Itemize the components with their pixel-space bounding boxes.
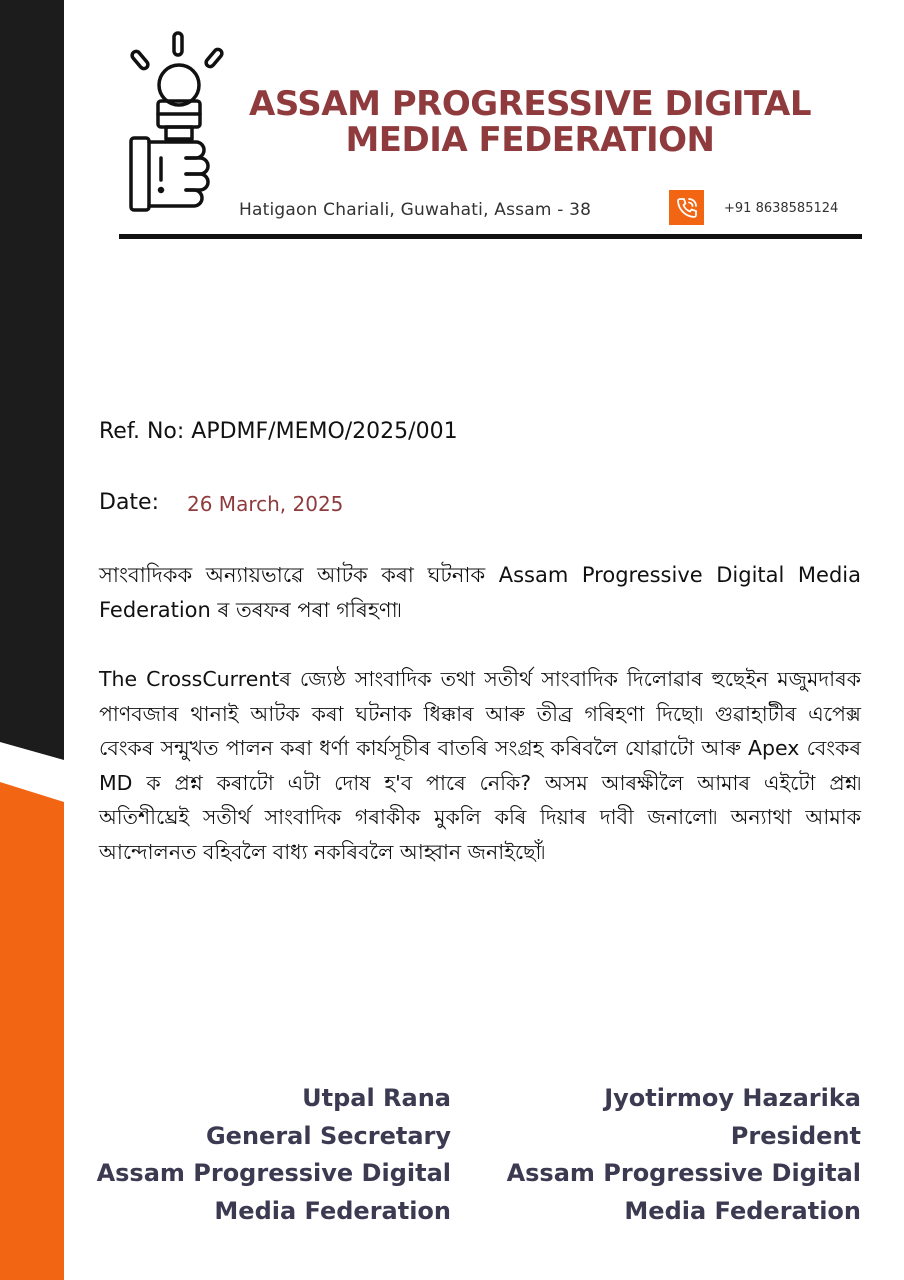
signature-block-general-secretary	[70, 1080, 451, 1230]
signatory-org-line2: Media Federation	[214, 1196, 451, 1225]
organization-title-line1: ASSAM PROGRESSIVE DIGITAL	[249, 84, 811, 124]
memo-subject-paragraph: সাংবাদিকক অন্যায়ভাৱে আটক কৰা ঘটনাক Assam Progressive Digital Media Federation ৰ তৰফৰ পৰা গৰিহণা৷	[99, 563, 861, 622]
date-value: 26 March, 2025	[187, 492, 344, 516]
header-divider	[119, 234, 862, 239]
organization-title-line2: MEDIA FEDERATION	[345, 120, 715, 160]
signatory-role: General Secretary	[205, 1121, 451, 1150]
phone-icon	[669, 190, 704, 225]
reference-number: Ref. No: APDMF/MEMO/2025/001	[99, 419, 458, 444]
organization-title	[230, 86, 830, 158]
signatory-name: Jyotirmoy Hazarika	[604, 1084, 861, 1112]
phone-number: +91 8638585124	[724, 201, 839, 216]
decorative-side-band	[0, 0, 64, 1280]
memo-body-paragraph: The CrossCurrentৰ জ্যেষ্ঠ সাংবাদিক তথা সতীৰ্থ সাংবাদিক দিলোৱাৰ হুছেইন মজুমদাৰক পাণবজাৰ থানাই আটক কৰা ঘটনাক ধিক্কাৰ আৰু তীব্ৰ গৰিহণা দিছো৷ গুৱাহাটীৰ এপেক্স বেংকৰ সন্মুখত পালন কৰা ধৰ্ণা কাৰ্যসূচীৰ বাতৰি সংগ্ৰহ কৰিবলৈ যোৱাটো আৰু Apex বেংকৰ MD ক প্ৰশ্ন কৰাটো এটা দোষ হ'ব পাৰে নেকি? অসম আৰক্ষীলৈ আমাৰ এইটো প্ৰশ্ন৷ অতিশীঘ্ৰেই সতীৰ্থ সাংবাদিক গৰাকীক মুকলি কৰি দিয়াৰ দাবী জনালো৷ অন্যাথা আমাক আন্দোলনত বহিবলৈ বাধ্য নকৰিবলৈ আহ্বান জনাইছোঁ৷	[99, 667, 861, 864]
signatory-name: Utpal Rana	[302, 1084, 451, 1112]
signature-block-president	[470, 1080, 861, 1230]
signatory-org-line1: Assam Progressive Digital	[96, 1159, 451, 1187]
signatory-org-line2: Media Federation	[624, 1196, 861, 1225]
signatory-org-line1: Assam Progressive Digital	[506, 1159, 861, 1187]
hand-holding-microphone-icon	[126, 30, 226, 215]
address: Hatigaon Chariali, Guwahati, Assam - 38	[239, 200, 592, 220]
signatory-role: President	[730, 1121, 861, 1150]
date-label: Date:	[99, 490, 159, 515]
